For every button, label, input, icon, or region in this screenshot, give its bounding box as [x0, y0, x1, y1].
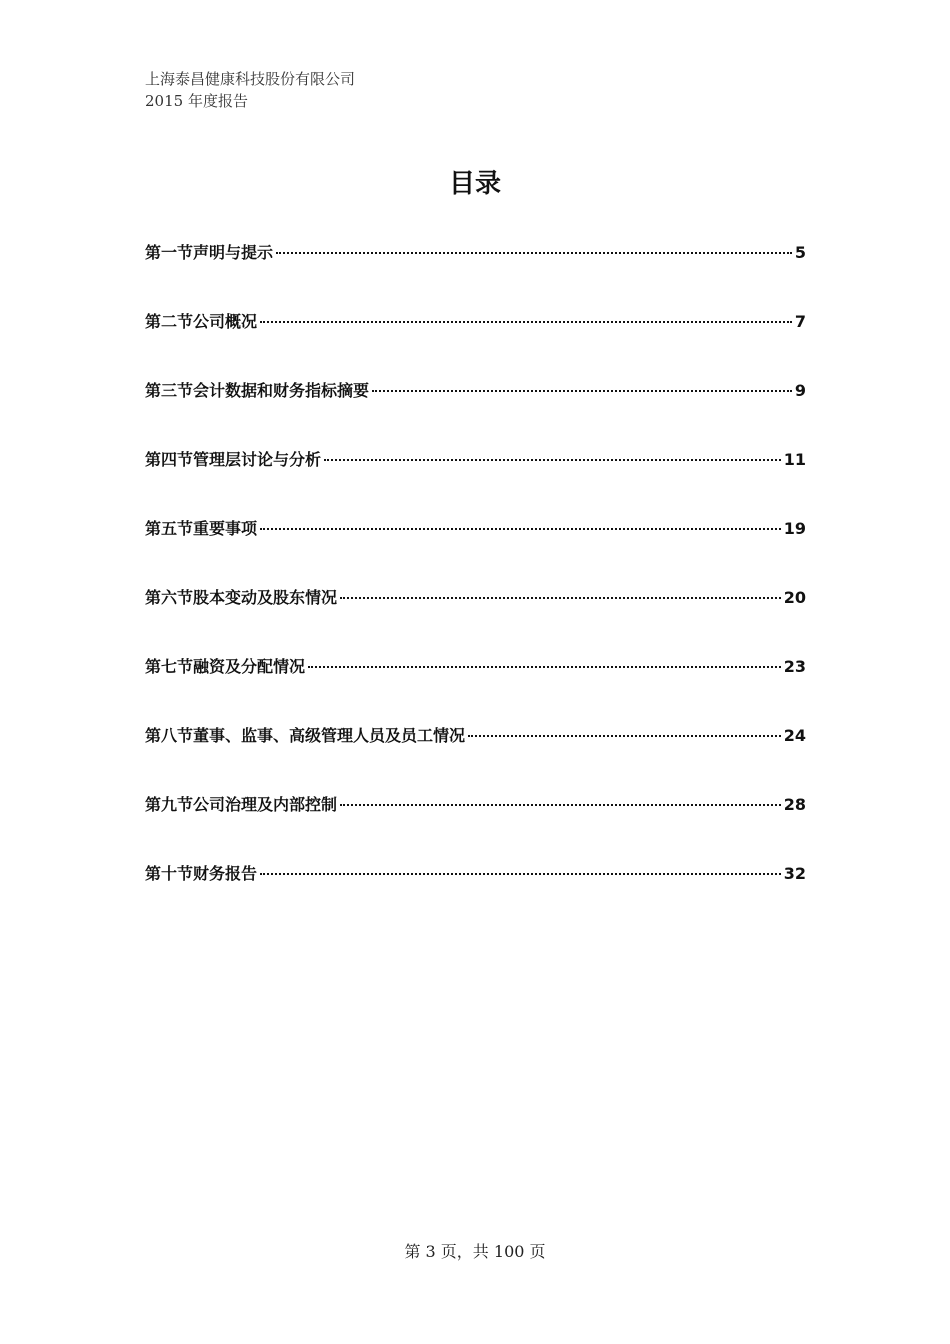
toc-leader-dots: [340, 597, 781, 599]
running-header: [145, 68, 355, 112]
toc-label: 第四节管理层讨论与分析: [145, 450, 322, 469]
toc-leader-dots: [308, 666, 781, 668]
table-of-contents: [145, 242, 806, 932]
toc-label: 第八节董事、监事、高级管理人员及员工情况: [145, 726, 466, 745]
header-company-name: 上海泰昌健康科技股份有限公司: [145, 70, 356, 88]
toc-entry-7[interactable]: [145, 656, 806, 725]
toc-entry-6[interactable]: [145, 587, 806, 656]
toc-page-number: 24: [783, 726, 806, 745]
toc-leader-dots: [260, 321, 792, 323]
toc-leader-dots: [340, 804, 781, 806]
toc-entry-5[interactable]: [145, 518, 806, 587]
toc-leader-dots: [468, 735, 781, 737]
toc-leader-dots: [372, 390, 792, 392]
toc-leader-dots: [260, 873, 781, 875]
header-report-year: 2015 年度报告: [145, 92, 248, 110]
toc-label: 第七节融资及分配情况: [145, 657, 306, 676]
toc-entry-4[interactable]: [145, 449, 806, 518]
toc-entry-3[interactable]: [145, 380, 806, 449]
toc-label: 第六节股本变动及股东情况: [145, 588, 338, 607]
toc-entry-1[interactable]: [145, 242, 806, 311]
toc-page-number: 7: [794, 312, 806, 331]
toc-label: 第三节会计数据和财务指标摘要: [145, 381, 370, 400]
toc-page-number: 19: [783, 519, 806, 538]
toc-entry-8[interactable]: [145, 725, 806, 794]
toc-entry-10[interactable]: [145, 863, 806, 932]
toc-page-number: 5: [794, 243, 806, 262]
page-footer: 第 3 页，共 100 页: [404, 1242, 546, 1261]
toc-label: 第十节财务报告: [145, 864, 258, 883]
toc-label: 第九节公司治理及内部控制: [145, 795, 338, 814]
toc-entry-9[interactable]: [145, 794, 806, 863]
toc-leader-dots: [260, 528, 781, 530]
toc-label: 第一节声明与提示: [145, 243, 274, 262]
toc-page-number: 9: [794, 381, 806, 400]
toc-page-number: 20: [783, 588, 806, 607]
toc-label: 第二节公司概况: [145, 312, 258, 331]
toc-page-number: 28: [783, 795, 806, 814]
toc-page-number: 32: [783, 864, 806, 883]
toc-entry-2[interactable]: [145, 311, 806, 380]
toc-label: 第五节重要事项: [145, 519, 258, 538]
toc-page-number: 23: [783, 657, 806, 676]
toc-leader-dots: [276, 252, 792, 254]
toc-page-number: 11: [783, 450, 806, 469]
toc-leader-dots: [324, 459, 781, 461]
page-title: 目录: [448, 169, 501, 199]
